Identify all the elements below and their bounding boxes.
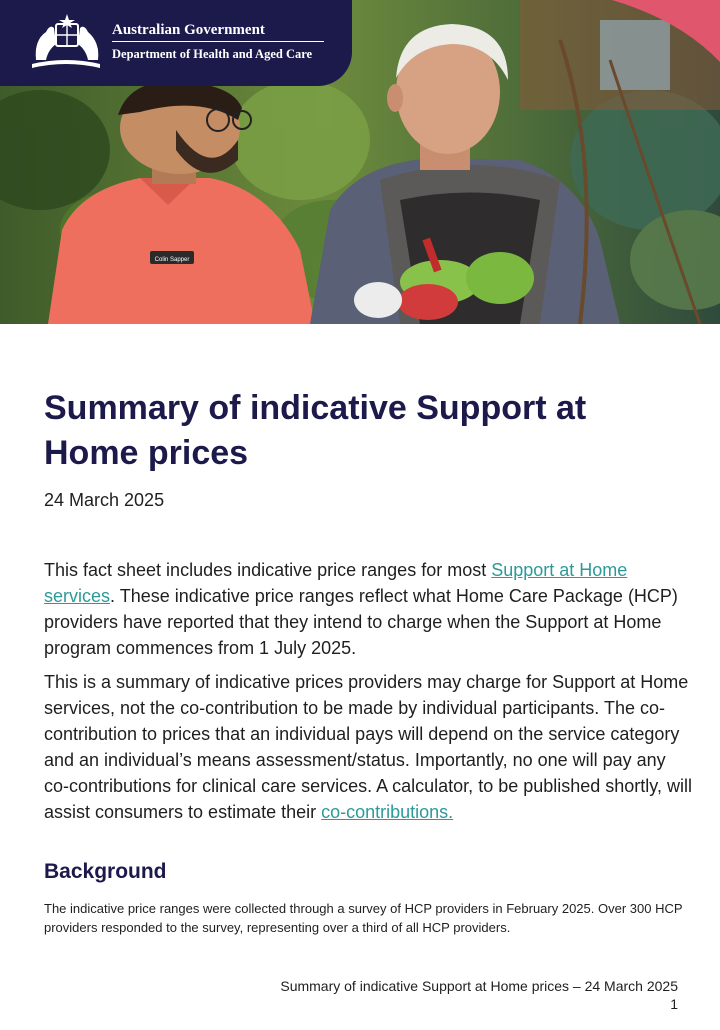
co-contributions-link[interactable]: co-contributions.: [321, 802, 454, 822]
department-name: Department of Health and Aged Care: [112, 47, 313, 61]
intro-text-end: . These indicative price ranges reflect what Home Care Package (HCP) providers have reported that they intend to charge when the Support at Home program commences from 1 July 2025.: [44, 586, 678, 658]
government-header-band: [0, 0, 352, 86]
summary-paragraph: [44, 669, 692, 825]
hero-photo: [0, 0, 720, 324]
summary-text: This is a summary of indicative prices providers may charge for Support at Home services, not the co-contribution to be made by individual participants. The co-contribution to prices that an individual pays will depend on the service category and an individual’s means assessment/status. Importantly, no one will pay any co-contributions for clinical care services. A calculator, to be published shortly, will assist consumers to estimate their: [44, 672, 692, 822]
intro-paragraph: [44, 557, 692, 661]
page-title: Summary of indicative Support at Home prices: [44, 389, 587, 472]
name-badge-text: Colin Sapper: [154, 257, 190, 263]
page-number: 1: [670, 996, 678, 1012]
intro-text-start: This fact sheet includes indicative price ranges for most: [44, 560, 492, 580]
coat-of-arms-icon: [28, 10, 104, 72]
government-name: Australian Government: [112, 22, 265, 38]
footer-title: Summary of indicative Support at Home prices – 24 March 2025: [280, 978, 678, 994]
background-paragraph: The indicative price ranges were collected through a survey of HCP providers in February 2025. Over 300 HCP providers responded to the survey, representing over a third of all HCP providers.: [44, 901, 683, 935]
header-divider: [112, 41, 324, 42]
background-heading: Background: [44, 860, 167, 883]
publication-date: 24 March 2025: [44, 490, 165, 510]
support-at-home-services-link[interactable]: Support at Home services: [44, 560, 628, 606]
